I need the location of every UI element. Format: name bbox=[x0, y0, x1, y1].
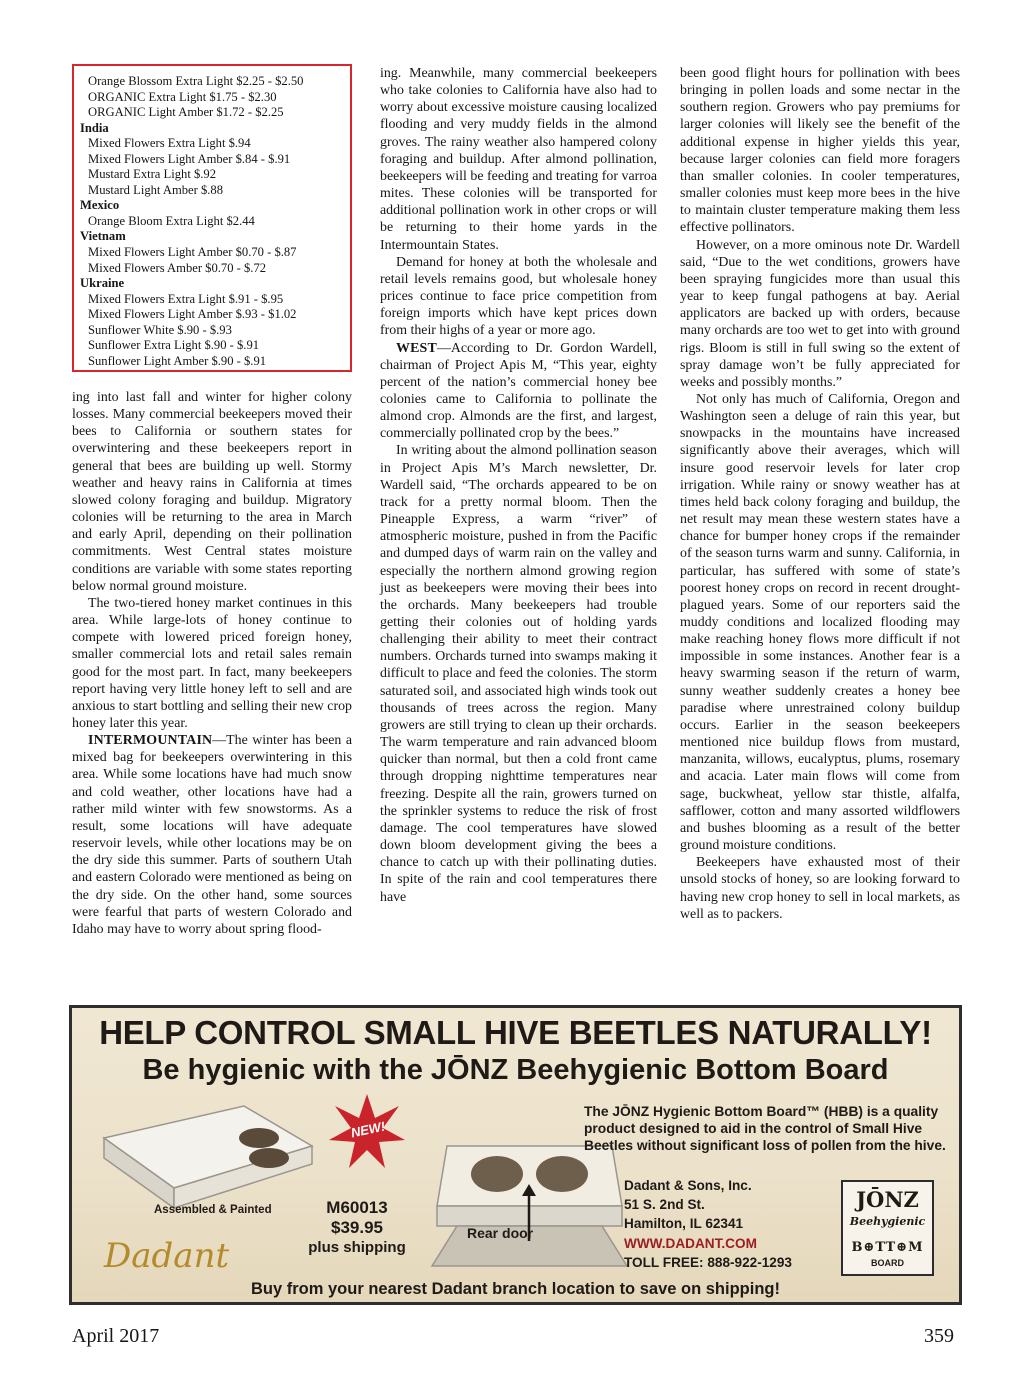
paragraph: Demand for honey at both the wholesale and retail levels remains good, but wholesale honey prices continue to face price competition from foreign imports which have kept prices down from their highs of a year or more ago. bbox=[380, 254, 657, 339]
price-item: ORGANIC Light Amber $1.72 - $2.25 bbox=[88, 105, 284, 120]
paragraph: been good flight hours for pollination with bees bringing in pollen loads and some nectar in the southern region. Growers who pay premiums for larger colonies will likely see the benefit of the additional expense in higher yields this year, because larger colonies can field more foragers than smaller colonies. In cooler temperatures, smaller colonies must keep more bees in the hive to maintain cluster temperature making them less effective pollinators. bbox=[680, 66, 960, 236]
advertisement-banner[interactable] bbox=[69, 1005, 962, 1305]
jonz-logo-bottom: B⊕TT⊕M bbox=[851, 1240, 924, 1255]
jonz-logo-title: JŌNZ bbox=[856, 1187, 919, 1212]
country-label: Ukraine bbox=[80, 276, 125, 291]
paragraph: Beekeepers have exhausted most of their unsold stocks of honey, so are looking forward to having new crop honey to sell in local markets, as well as to packers. bbox=[680, 855, 960, 922]
paragraph: However, on a more ominous note Dr. Wardell said, “Due to the wet conditions, growers have been spraying fungicides more than usual this year to keep fungal pathogens at bay. Aerial applicators are backed up with orders, because many orchards are too wet to get into with ground rigs. Bloom is still in full swing so the extent of spray damage won’t be fully appreciated for weeks and possibly months.” bbox=[680, 237, 960, 390]
price-item: Orange Blossom Extra Light $2.25 - $2.50 bbox=[88, 74, 304, 88]
price-item: Mixed Flowers Extra Light $.91 - $.95 bbox=[88, 291, 284, 306]
price-item: Sunflower Light Amber $.90 - $.91 bbox=[88, 353, 267, 368]
jonz-logo-board: BOARD bbox=[871, 1258, 904, 1268]
ad-rear-door-label: Rear door bbox=[467, 1225, 534, 1241]
price-item: Mixed Flowers Extra Light $.94 bbox=[88, 136, 251, 151]
paragraph: Not only has much of California, Oregon and Washington seen a deluge of rain this year, but snowpacks in the mountains have increased significantly above their averages, which will insure good reservoir levels for later crop irrigation. While rainy or snowy weather has at times held back colony foraging and buildup, the net result may mean these western states have a chance for bumper honey crops if the remainder of the season turns warm and sunny. California, in particular, has suffered with some of state’s poorest honey crops on record in recent drought-plagued years. Some of our reporters said the muddy conditions and localized flooding may make reaching honey flows more difficult if not impossible in some instances. Another fear is a heavy swarming season if the return of warm, sunny weather suddenly creates a honey bee paradise where unrestrained colony buildup occurs. Earlier in the season beekeepers mentioned nice buildup flows from mustard, manzanita, willows, eucalyptus, plums, rosemary and acacia. Later main flows will come from sage, buckwheat, yellow star thistle, alfalfa, safflower, cotton and many assorted wildflowers and bushes blooming as a result of the better ground moisture conditions. bbox=[680, 391, 960, 854]
price-item: Sunflower White $.90 - $.93 bbox=[88, 322, 232, 337]
country-label: Mexico bbox=[80, 198, 120, 213]
paragraph: The two-tiered honey market continues in this area. While large-lots of honey continue to compete with lowered priced foreign honey, smaller commercial lots and retail sales remain good for the most part. In fact, many beekeepers report having very little honey left to sell and are anxious to start bottling and selling their new crop honey later this year. bbox=[72, 595, 352, 731]
ad-website-link[interactable]: WWW.DADANT.COM bbox=[624, 1235, 757, 1251]
ad-description: The JŌNZ Hygienic Bottom Board™ (HBB) is a quality product designed to aid in the control of Small Hive Beetles without significant loss of pollen from the hive. bbox=[584, 1104, 946, 1153]
price-item: Mixed Flowers Light Amber $0.70 - $.87 bbox=[88, 245, 297, 260]
article-column-1 bbox=[72, 389, 352, 938]
ad-contact-info bbox=[624, 1176, 834, 1272]
article-column-3 bbox=[680, 65, 960, 923]
country-label: India bbox=[80, 120, 109, 135]
bottom-board-image bbox=[94, 1098, 319, 1210]
ad-subheadline: Be hygienic with the JŌNZ Beehygienic Bottom Board bbox=[142, 1054, 889, 1086]
region-heading: WEST bbox=[396, 340, 437, 356]
country-label: Vietnam bbox=[80, 229, 126, 244]
paragraph: ing. Meanwhile, many commercial beekeepers who take colonies to California have also had to worry about excessive moisture causing localized flooding and very muddy fields in the almond groves. The rainy weather also hampered colony foraging and buildup. After almond pollination, beekeepers will be feeding and treating for varroa mites. These colonies will be transported for additional pollination work in other crops or will be returning to their home yards in the Intermountain States. bbox=[380, 66, 657, 253]
ad-assembled-label: Assembled & Painted bbox=[154, 1204, 272, 1216]
jonz-logo-subtitle: Beehygienic bbox=[849, 1215, 926, 1228]
price-item: Orange Bloom Extra Light $2.44 bbox=[88, 213, 255, 228]
jonz-logo bbox=[841, 1180, 934, 1276]
price-item: Mixed Flowers Light Amber $.84 - $.91 bbox=[88, 151, 291, 166]
article-column-2 bbox=[380, 65, 657, 906]
paragraph bbox=[72, 732, 352, 938]
price-item: Mixed Flowers Light Amber $.93 - $1.02 bbox=[88, 307, 297, 322]
paragraph bbox=[380, 340, 657, 443]
price-item: Mustard Light Amber $.88 bbox=[88, 182, 224, 197]
ad-company: Dadant & Sons, Inc. bbox=[624, 1178, 752, 1193]
honey-price-box bbox=[72, 64, 352, 372]
ad-phone: TOLL FREE: 888-922-1293 bbox=[624, 1254, 792, 1270]
price-item: Mixed Flowers Amber $0.70 - $.72 bbox=[88, 260, 267, 275]
issue-date: April 2017 bbox=[72, 1325, 160, 1347]
paragraph-text: —The winter has been a mixed bag for beekeepers overwintering in this area. While some locations have had much snow and cold weather, other locations have had a rather mild winter with few snowstorms. As a result, some locations will have adequate reservoir levels, while other locations may be on the dry side this summer. Parts of southern Utah and eastern Colorado were mentioned as being on the dry side. On the other hand, some sources were fearful that parts of western Colorado and Idaho may have to worry about spring flood- bbox=[72, 733, 352, 937]
price-item: ORGANIC Extra Light $1.75 - $2.30 bbox=[88, 89, 277, 104]
ad-address-line: 51 S. 2nd St. bbox=[624, 1197, 705, 1213]
ad-footer-text: Buy from your nearest Dadant branch location to save on shipping! bbox=[251, 1280, 780, 1298]
paragraph-text: —According to Dr. Gordon Wardell, chairman of Project Apis M, “This year, eighty percent of the nation’s commercial honey bee colonies came to California to pollinate the almond crop. Almonds are the first, and largest, commercially pollinated crop by the bees.” bbox=[380, 340, 657, 442]
ad-shipping: plus shipping bbox=[308, 1239, 406, 1256]
price-item: Sunflower Extra Light $.90 - $.91 bbox=[88, 338, 260, 353]
ad-headline: HELP CONTROL SMALL HIVE BEETLES NATURALLY! bbox=[99, 1014, 932, 1051]
new-badge: NEW! bbox=[349, 1118, 387, 1141]
dadant-logo: Dadant bbox=[104, 1236, 230, 1276]
ad-address-line: Hamilton, IL 62341 bbox=[624, 1216, 744, 1232]
ad-price: $39.95 bbox=[331, 1218, 383, 1237]
ad-product-price bbox=[307, 1198, 407, 1258]
region-heading: INTERMOUNTAIN bbox=[88, 733, 213, 749]
paragraph: In writing about the almond pollination season in Project Apis M’s March newsletter, Dr. Wardell said, “The orchards appeared to be on track for a pretty normal bloom. Then the Pineapple Express, a warm “river” of atmospheric moisture, pushed in from the Pacific and dumped days of warm rain on the valley and especially the northern almond growing region just as beekeepers were moving their bees into the orchards. Many beekeepers had trouble getting their colonies out of holding yards challenging their ability to meet their contract numbers. Orchards turned into swamps making it difficult to place and feed the colonies. The storm saturated soil, and associated high winds took out thousands of trees across the region. Many growers are still trying to clean up their orchards. The warm temperature and rain advanced bloom quicker than normal, but then a cold front came through dropping nighttime temperatures near freezing. Despite all the rain, growers turned on the sprinkler systems to reduce the risk of frost damage. The cool temperatures have slowed down bloom development giving the bees a chance to catch up with their pollinating duties. In spite of the rain and cool temperatures there have bbox=[380, 443, 657, 905]
ad-item-number: M60013 bbox=[326, 1198, 388, 1217]
price-item: Mustard Extra Light $.92 bbox=[88, 167, 217, 182]
paragraph: ing into last fall and winter for higher colony losses. Many commercial beekeepers moved their bees to California or southern states for overwintering and these beekeepers report in general that bees are building up well. Stormy weather and heavy rains in California at times slowed colony foraging and buildup. Migratory colonies will be returning to the area in March and early April, depending on their pollination commitments. West Central states moisture conditions are variable with some states reporting below normal ground moisture. bbox=[72, 390, 352, 594]
page-number: 359 bbox=[924, 1325, 954, 1347]
